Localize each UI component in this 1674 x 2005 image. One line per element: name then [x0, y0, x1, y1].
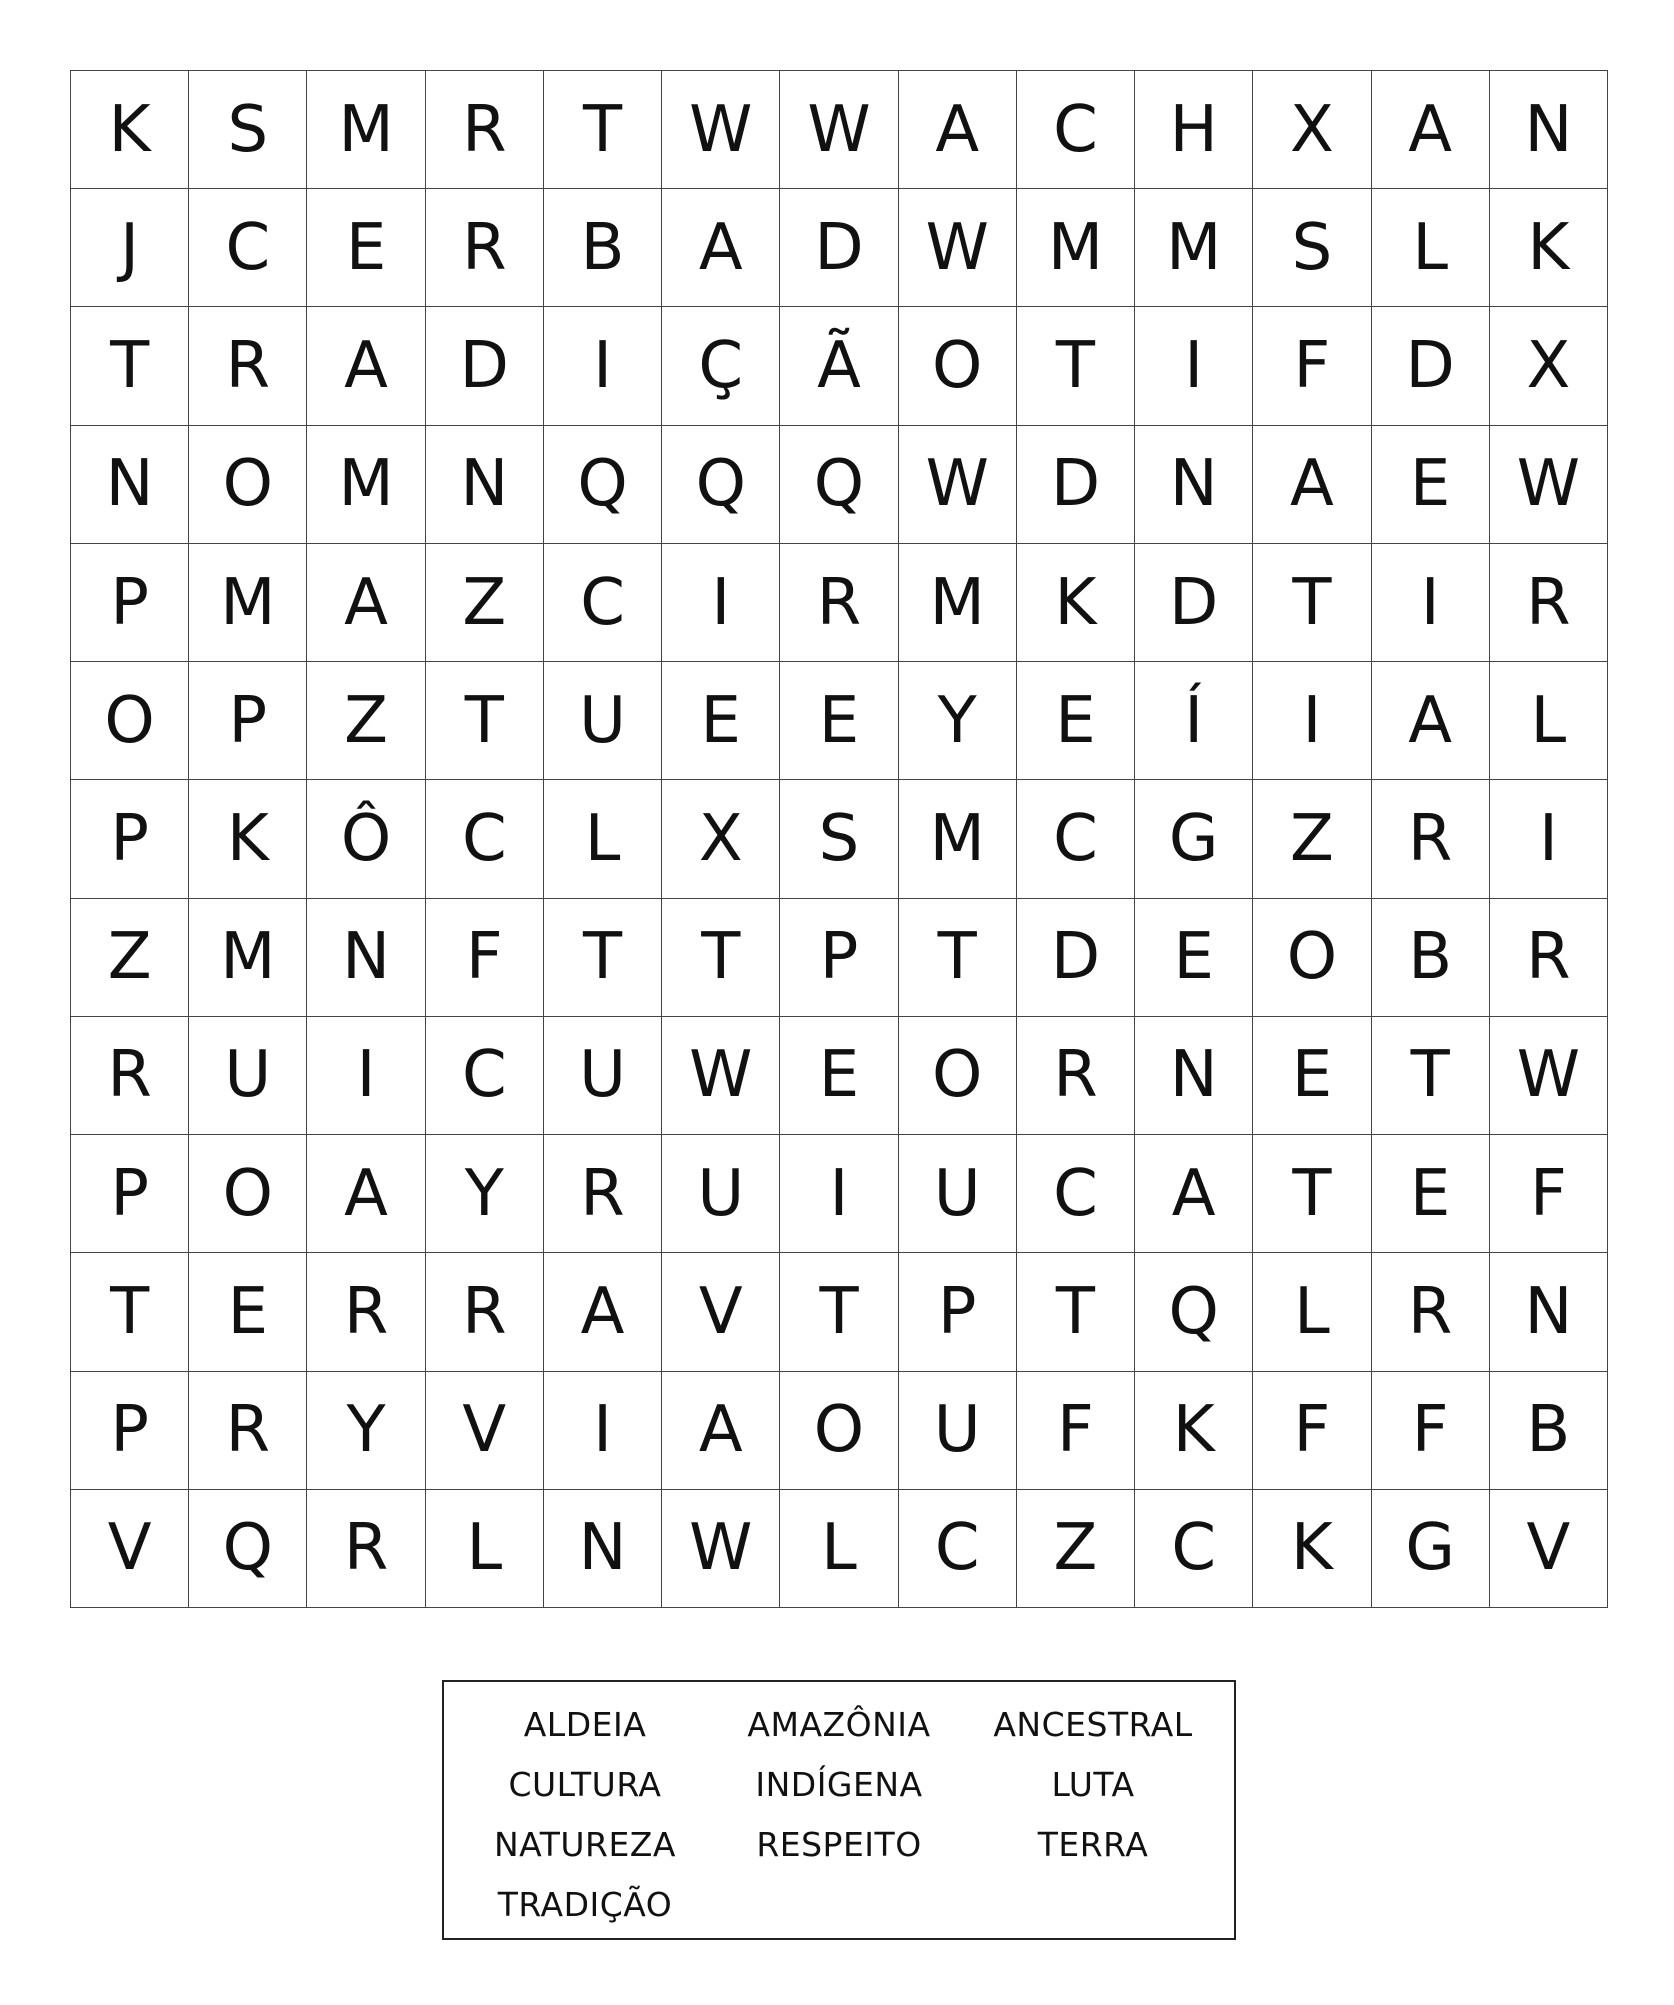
word-list-item: NATUREZA: [494, 1825, 676, 1864]
grid-cell-r3-c10[interactable]: I: [1135, 307, 1253, 425]
grid-cell-r7-c9[interactable]: C: [1017, 780, 1135, 898]
grid-cell-r4-c8[interactable]: W: [899, 426, 1017, 544]
grid-cell-r2-c6[interactable]: A: [662, 189, 780, 307]
grid-cell-r6-c10[interactable]: Í: [1135, 662, 1253, 780]
word-list: [462, 1702, 1216, 1928]
grid-cell-r8-c9[interactable]: D: [1017, 899, 1135, 1017]
grid-cell-r2-c12[interactable]: L: [1372, 189, 1490, 307]
grid-cell-r11-c5[interactable]: A: [544, 1253, 662, 1371]
grid-cell-r13-c9[interactable]: Z: [1017, 1490, 1135, 1608]
grid-cell-r2-c13[interactable]: K: [1490, 189, 1608, 307]
word-list-item: RESPEITO: [756, 1825, 922, 1864]
grid-cell-r3-c7[interactable]: Ã: [780, 307, 898, 425]
grid-cell-r6-c8[interactable]: Y: [899, 662, 1017, 780]
grid-cell-r10-c11[interactable]: T: [1253, 1135, 1371, 1253]
grid-cell-r5-c8[interactable]: M: [899, 544, 1017, 662]
grid-cell-r3-c6[interactable]: Ç: [662, 307, 780, 425]
grid-cell-r7-c1[interactable]: P: [71, 780, 189, 898]
grid-cell-r10-c8[interactable]: U: [899, 1135, 1017, 1253]
grid-cell-r4-c5[interactable]: Q: [544, 426, 662, 544]
grid-cell-r3-c12[interactable]: D: [1372, 307, 1490, 425]
grid-cell-r10-c2[interactable]: O: [189, 1135, 307, 1253]
grid-cell-r1-c2[interactable]: S: [189, 71, 307, 189]
grid-cell-r2-c9[interactable]: M: [1017, 189, 1135, 307]
grid-cell-r1-c12[interactable]: A: [1372, 71, 1490, 189]
grid-cell-r10-c6[interactable]: U: [662, 1135, 780, 1253]
grid-cell-r10-c4[interactable]: Y: [426, 1135, 544, 1253]
word-list-item: CULTURA: [508, 1765, 662, 1804]
grid-cell-r4-c4[interactable]: N: [426, 426, 544, 544]
grid-cell-r11-c7[interactable]: T: [780, 1253, 898, 1371]
grid-cell-r9-c9[interactable]: R: [1017, 1017, 1135, 1135]
grid-cell-r5-c10[interactable]: D: [1135, 544, 1253, 662]
grid-cell-r9-c10[interactable]: N: [1135, 1017, 1253, 1135]
grid-cell-r1-c13[interactable]: N: [1490, 71, 1608, 189]
word-list-item: AMAZÔNIA: [747, 1705, 931, 1744]
grid-cell-r11-c4[interactable]: R: [426, 1253, 544, 1371]
grid-cell-r3-c2[interactable]: R: [189, 307, 307, 425]
grid-cell-r9-c12[interactable]: T: [1372, 1017, 1490, 1135]
grid-cell-r13-c6[interactable]: W: [662, 1490, 780, 1608]
grid-cell-r6-c11[interactable]: I: [1253, 662, 1371, 780]
grid-cell-r4-c11[interactable]: A: [1253, 426, 1371, 544]
grid-cell-r4-c12[interactable]: E: [1372, 426, 1490, 544]
grid-cell-r13-c8[interactable]: C: [899, 1490, 1017, 1608]
grid-cell-r8-c5[interactable]: T: [544, 899, 662, 1017]
grid-cell-r13-c5[interactable]: N: [544, 1490, 662, 1608]
grid-cell-r7-c12[interactable]: R: [1372, 780, 1490, 898]
word-list-box: [442, 1680, 1236, 1940]
grid-cell-r11-c1[interactable]: T: [71, 1253, 189, 1371]
grid-cell-r5-c9[interactable]: K: [1017, 544, 1135, 662]
grid-cell-r12-c7[interactable]: O: [780, 1372, 898, 1490]
grid-cell-r8-c3[interactable]: N: [307, 899, 425, 1017]
grid-cell-r1-c7[interactable]: W: [780, 71, 898, 189]
grid-cell-r12-c11[interactable]: F: [1253, 1372, 1371, 1490]
grid-cell-r6-c2[interactable]: P: [189, 662, 307, 780]
grid-cell-r11-c12[interactable]: R: [1372, 1253, 1490, 1371]
grid-cell-r4-c10[interactable]: N: [1135, 426, 1253, 544]
grid-cell-r10-c10[interactable]: A: [1135, 1135, 1253, 1253]
grid-cell-r13-c12[interactable]: G: [1372, 1490, 1490, 1608]
grid-cell-r7-c7[interactable]: S: [780, 780, 898, 898]
grid-cell-r1-c8[interactable]: A: [899, 71, 1017, 189]
grid-cell-r6-c5[interactable]: U: [544, 662, 662, 780]
grid-cell-r13-c4[interactable]: L: [426, 1490, 544, 1608]
grid-cell-r3-c3[interactable]: A: [307, 307, 425, 425]
grid-cell-r9-c4[interactable]: C: [426, 1017, 544, 1135]
grid-cell-r10-c13[interactable]: F: [1490, 1135, 1608, 1253]
grid-cell-r3-c8[interactable]: O: [899, 307, 1017, 425]
word-list-item: LUTA: [1051, 1765, 1135, 1804]
grid-cell-r13-c7[interactable]: L: [780, 1490, 898, 1608]
grid-cell-r7-c13[interactable]: I: [1490, 780, 1608, 898]
grid-cell-r8-c8[interactable]: T: [899, 899, 1017, 1017]
grid-cell-r2-c2[interactable]: C: [189, 189, 307, 307]
grid-cell-r1-c9[interactable]: C: [1017, 71, 1135, 189]
grid-cell-r9-c1[interactable]: R: [71, 1017, 189, 1135]
grid-cell-r11-c2[interactable]: E: [189, 1253, 307, 1371]
grid-cell-r10-c7[interactable]: I: [780, 1135, 898, 1253]
grid-cell-r6-c12[interactable]: A: [1372, 662, 1490, 780]
grid-cell-r7-c2[interactable]: K: [189, 780, 307, 898]
grid-cell-r10-c9[interactable]: C: [1017, 1135, 1135, 1253]
grid-cell-r7-c3[interactable]: Ô: [307, 780, 425, 898]
grid-cell-r3-c4[interactable]: D: [426, 307, 544, 425]
grid-cell-r11-c8[interactable]: P: [899, 1253, 1017, 1371]
grid-cell-r11-c13[interactable]: N: [1490, 1253, 1608, 1371]
word-list-item: ANCESTRAL: [993, 1705, 1193, 1744]
grid-cell-r2-c10[interactable]: M: [1135, 189, 1253, 307]
grid-cell-r2-c3[interactable]: E: [307, 189, 425, 307]
grid-cell-r5-c2[interactable]: M: [189, 544, 307, 662]
grid-cell-r1-c1[interactable]: K: [71, 71, 189, 189]
grid-cell-r6-c4[interactable]: T: [426, 662, 544, 780]
grid-cell-r9-c13[interactable]: W: [1490, 1017, 1608, 1135]
grid-cell-r8-c6[interactable]: T: [662, 899, 780, 1017]
grid-cell-r12-c4[interactable]: V: [426, 1372, 544, 1490]
word-list-item: ALDEIA: [523, 1705, 647, 1744]
grid-cell-r3-c9[interactable]: T: [1017, 307, 1135, 425]
grid-cell-r2-c7[interactable]: D: [780, 189, 898, 307]
grid-cell-r10-c5[interactable]: R: [544, 1135, 662, 1253]
grid-cell-r12-c9[interactable]: F: [1017, 1372, 1135, 1490]
grid-cell-r10-c12[interactable]: E: [1372, 1135, 1490, 1253]
grid-cell-r1-c11[interactable]: X: [1253, 71, 1371, 189]
grid-cell-r8-c11[interactable]: O: [1253, 899, 1371, 1017]
word-list-item: INDÍGENA: [755, 1765, 923, 1804]
grid-cell-r3-c1[interactable]: T: [71, 307, 189, 425]
grid-cell-r6-c3[interactable]: Z: [307, 662, 425, 780]
word-list-item: TRADIÇÃO: [497, 1885, 673, 1924]
grid-cell-r2-c4[interactable]: R: [426, 189, 544, 307]
grid-cell-r13-c13[interactable]: V: [1490, 1490, 1608, 1608]
grid-cell-r12-c13[interactable]: B: [1490, 1372, 1608, 1490]
grid-cell-r12-c2[interactable]: R: [189, 1372, 307, 1490]
grid-cell-r4-c1[interactable]: N: [71, 426, 189, 544]
grid-cell-r5-c11[interactable]: T: [1253, 544, 1371, 662]
grid-cell-r5-c12[interactable]: I: [1372, 544, 1490, 662]
grid-cell-r8-c4[interactable]: F: [426, 899, 544, 1017]
grid-cell-r1-c10[interactable]: H: [1135, 71, 1253, 189]
grid-cell-r4-c7[interactable]: Q: [780, 426, 898, 544]
grid-cell-r9-c5[interactable]: U: [544, 1017, 662, 1135]
grid-cell-r3-c5[interactable]: I: [544, 307, 662, 425]
grid-cell-r6-c1[interactable]: O: [71, 662, 189, 780]
grid-cell-r4-c2[interactable]: O: [189, 426, 307, 544]
word-list-item: TERRA: [1037, 1825, 1149, 1864]
grid-cell-r8-c12[interactable]: B: [1372, 899, 1490, 1017]
grid-cell-r11-c10[interactable]: Q: [1135, 1253, 1253, 1371]
grid-cell-r11-c9[interactable]: T: [1017, 1253, 1135, 1371]
grid-cell-r7-c6[interactable]: X: [662, 780, 780, 898]
grid-cell-r11-c6[interactable]: V: [662, 1253, 780, 1371]
grid-cell-r10-c3[interactable]: A: [307, 1135, 425, 1253]
grid-cell-r7-c8[interactable]: M: [899, 780, 1017, 898]
grid-cell-r2-c5[interactable]: B: [544, 189, 662, 307]
grid-cell-r8-c2[interactable]: M: [189, 899, 307, 1017]
grid-cell-r1-c3[interactable]: M: [307, 71, 425, 189]
grid-cell-r9-c2[interactable]: U: [189, 1017, 307, 1135]
grid-cell-r4-c3[interactable]: M: [307, 426, 425, 544]
grid-cell-r12-c12[interactable]: F: [1372, 1372, 1490, 1490]
grid-cell-r7-c11[interactable]: Z: [1253, 780, 1371, 898]
grid-cell-r12-c5[interactable]: I: [544, 1372, 662, 1490]
grid-cell-r6-c9[interactable]: E: [1017, 662, 1135, 780]
grid-cell-r9-c6[interactable]: W: [662, 1017, 780, 1135]
grid-cell-r8-c13[interactable]: R: [1490, 899, 1608, 1017]
grid-cell-r3-c13[interactable]: X: [1490, 307, 1608, 425]
grid-cell-r5-c1[interactable]: P: [71, 544, 189, 662]
grid-cell-r7-c10[interactable]: G: [1135, 780, 1253, 898]
grid-cell-r5-c6[interactable]: I: [662, 544, 780, 662]
grid-cell-r1-c4[interactable]: R: [426, 71, 544, 189]
grid-cell-r8-c7[interactable]: P: [780, 899, 898, 1017]
grid-cell-r4-c9[interactable]: D: [1017, 426, 1135, 544]
grid-cell-r9-c8[interactable]: O: [899, 1017, 1017, 1135]
grid-cell-r5-c3[interactable]: A: [307, 544, 425, 662]
grid-cell-r9-c11[interactable]: E: [1253, 1017, 1371, 1135]
grid-cell-r13-c3[interactable]: R: [307, 1490, 425, 1608]
grid-cell-r4-c6[interactable]: Q: [662, 426, 780, 544]
grid-cell-r6-c7[interactable]: E: [780, 662, 898, 780]
grid-cell-r1-c6[interactable]: W: [662, 71, 780, 189]
grid-cell-r11-c3[interactable]: R: [307, 1253, 425, 1371]
grid-cell-r4-c13[interactable]: W: [1490, 426, 1608, 544]
grid-cell-r12-c1[interactable]: P: [71, 1372, 189, 1490]
grid-cell-r2-c11[interactable]: S: [1253, 189, 1371, 307]
grid-cell-r13-c1[interactable]: V: [71, 1490, 189, 1608]
grid-cell-r11-c11[interactable]: L: [1253, 1253, 1371, 1371]
grid-cell-r9-c3[interactable]: I: [307, 1017, 425, 1135]
grid-cell-r5-c5[interactable]: C: [544, 544, 662, 662]
grid-cell-r12-c8[interactable]: U: [899, 1372, 1017, 1490]
grid-cell-r5-c13[interactable]: R: [1490, 544, 1608, 662]
grid-cell-r5-c7[interactable]: R: [780, 544, 898, 662]
grid-cell-r2-c8[interactable]: W: [899, 189, 1017, 307]
grid-cell-r13-c10[interactable]: C: [1135, 1490, 1253, 1608]
grid-cell-r13-c11[interactable]: K: [1253, 1490, 1371, 1608]
grid-cell-r5-c4[interactable]: Z: [426, 544, 544, 662]
grid-cell-r12-c10[interactable]: K: [1135, 1372, 1253, 1490]
grid-cell-r9-c7[interactable]: E: [780, 1017, 898, 1135]
grid-cell-r8-c10[interactable]: E: [1135, 899, 1253, 1017]
grid-cell-r12-c3[interactable]: Y: [307, 1372, 425, 1490]
letter-grid: [70, 70, 1608, 1608]
grid-cell-r7-c4[interactable]: C: [426, 780, 544, 898]
grid-cell-r6-c6[interactable]: E: [662, 662, 780, 780]
grid-cell-r7-c5[interactable]: L: [544, 780, 662, 898]
grid-cell-r6-c13[interactable]: L: [1490, 662, 1608, 780]
grid-cell-r10-c1[interactable]: P: [71, 1135, 189, 1253]
grid-cell-r2-c1[interactable]: J: [71, 189, 189, 307]
grid-cell-r3-c11[interactable]: F: [1253, 307, 1371, 425]
grid-cell-r13-c2[interactable]: Q: [189, 1490, 307, 1608]
grid-cell-r8-c1[interactable]: Z: [71, 899, 189, 1017]
grid-cell-r12-c6[interactable]: A: [662, 1372, 780, 1490]
grid-cell-r1-c5[interactable]: T: [544, 71, 662, 189]
